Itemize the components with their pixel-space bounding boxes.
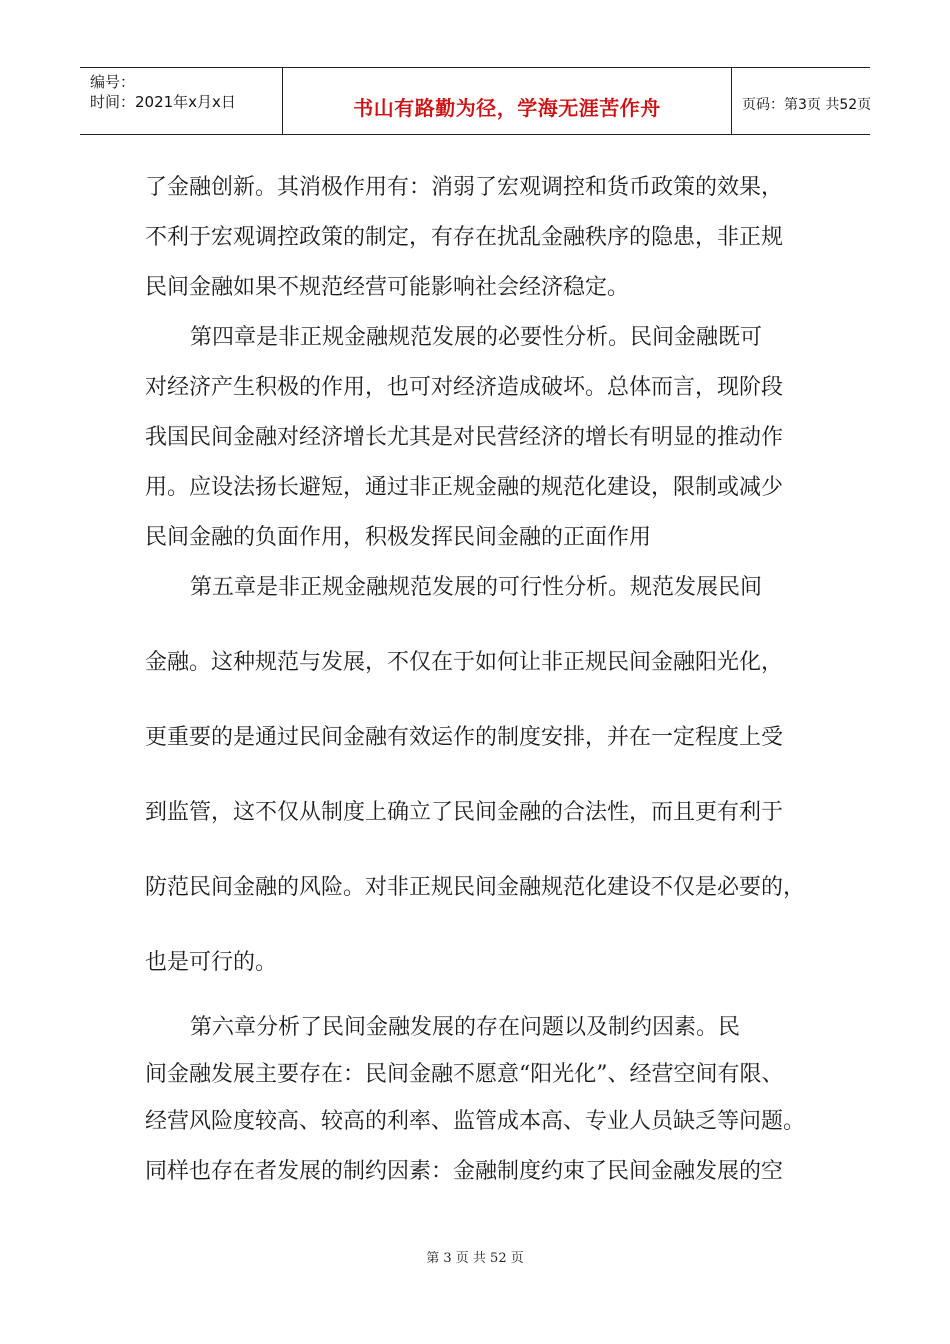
text-line: 经营风险度较高、较高的利率、监管成本高、专业人员缺乏等问题。 (145, 1109, 806, 1134)
text-line: 防范民间金融的风险。对非正规民间金融规范化建设不仅是必要的， (145, 875, 806, 900)
date-label: 时间：2021年x月x日 (90, 93, 236, 111)
header-page-info: 页码：第3页 共52页 (742, 97, 872, 113)
text-line: 民间金融的负面作用，积极发挥民间金融的正面作用 (145, 525, 652, 550)
text-line: 到监管，这不仅从制度上确立了民间金融的合法性，而且更有利于 (145, 800, 784, 825)
text-line: 不利于宏观调控政策的制定，有存在扰乱金融秩序的隐患，非正规 (145, 225, 784, 250)
paragraph-start-line: 第四章是非正规金融规范发展的必要性分析。民间金融既可 (190, 325, 763, 350)
page-header (80, 67, 870, 135)
header-page-cell (732, 68, 870, 134)
text-line: 更重要的是通过民间金融有效运作的制度安排，并在一定程度上受 (145, 725, 784, 750)
paragraph-start-line: 第五章是非正规金融规范发展的可行性分析。规范发展民间 (190, 575, 763, 600)
text-line: 民间金融如果不规范经营可能影响社会经济稳定。 (145, 275, 630, 300)
header-motto-cell (282, 68, 732, 134)
text-line: 用。应设法扬长避短，通过非正规金融的规范化建设，限制或减少 (145, 475, 784, 500)
paragraph-start-line: 第六章分析了民间金融发展的存在问题以及制约因素。民 (190, 1015, 741, 1040)
serial-number-label: 编号： (90, 73, 136, 91)
header-meta-cell (80, 68, 282, 134)
page-footer: 第 3 页 共 52 页 (426, 1251, 524, 1266)
text-line: 金融。这种规范与发展，不仅在于如何让非正规民间金融阳光化， (145, 650, 784, 675)
text-line: 对经济产生积极的作用，也可对经济造成破坏。总体而言，现阶段 (145, 375, 784, 400)
text-line: 了金融创新。其消极作用有：消弱了宏观调控和货币政策的效果， (145, 175, 784, 200)
motto-text: 书山有路勤为径，学海无涯苦作舟 (353, 96, 661, 120)
text-line: 我国民间金融对经济增长尤其是对民营经济的增长有明显的推动作 (145, 425, 784, 450)
text-line: 同样也存在者发展的制约因素：金融制度约束了民间金融发展的空 (145, 1159, 784, 1184)
text-line: 也是可行的。 (145, 950, 278, 975)
text-line: 间金融发展主要存在：民间金融不愿意“阳光化”、经营空间有限、 (145, 1062, 784, 1087)
